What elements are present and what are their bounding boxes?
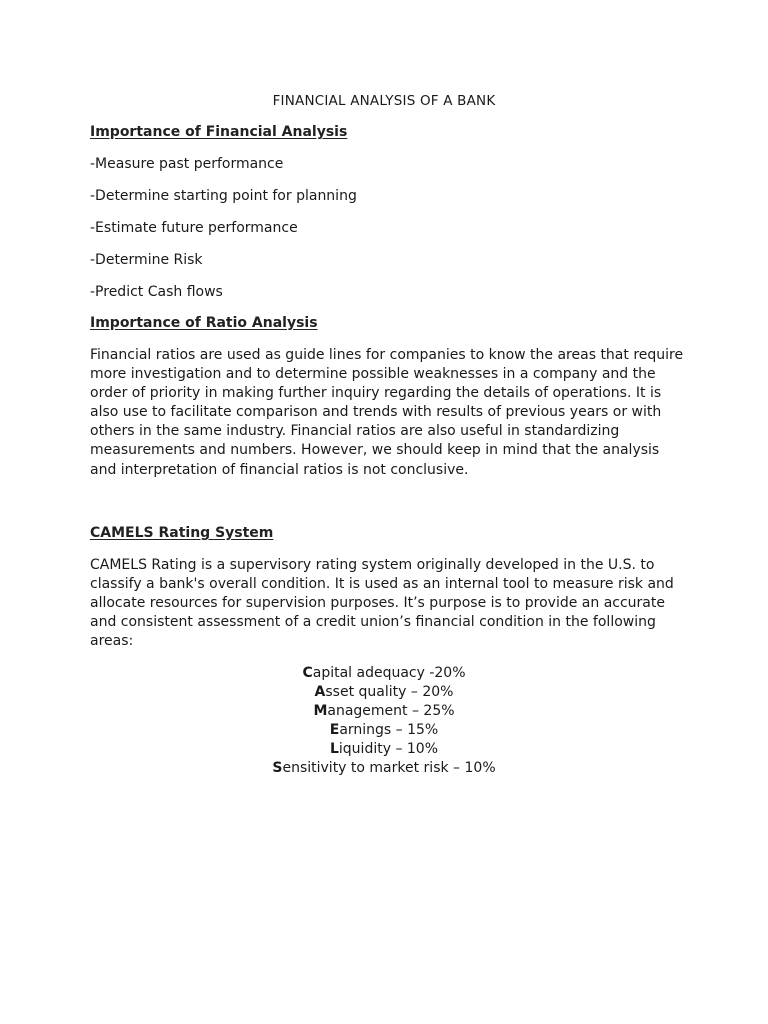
camels-text: arnings – 15% xyxy=(339,722,439,738)
camels-text: ensitivity to market risk – 10% xyxy=(282,760,496,776)
list-item: -Determine starting point for planning xyxy=(90,188,357,204)
camels-letter: M xyxy=(313,703,328,719)
paragraph-line: classify a bank's overall condition. It is used as an internal tool to measure risk and xyxy=(90,576,674,593)
paragraph-line: order of priority in making further inquiry regarding the details of operations. It is xyxy=(90,385,662,402)
camels-item-capital xyxy=(0,664,768,683)
paragraph-line: also use to facilitate comparison and trends with results of previous years or with xyxy=(90,404,662,421)
camels-letter: E xyxy=(329,722,340,738)
section-heading-ratio-analysis: Importance of Ratio Analysis xyxy=(90,315,318,331)
paragraph-camels xyxy=(90,556,690,651)
paragraph-line: CAMELS Rating is a supervisory rating system originally developed in the U.S. to xyxy=(90,557,655,573)
paragraph-line: others in the same industry. Financial ratios are also useful in standardizing xyxy=(90,423,620,440)
camels-item-asset xyxy=(0,683,768,702)
paragraph-line: allocate resources for supervision purposes. It’s purpose is to provide an accurate xyxy=(90,595,665,612)
paragraph-line: Financial ratios are used as guide lines for companies to know the areas that require xyxy=(90,347,684,363)
camels-letter: C xyxy=(302,665,313,681)
list-item: -Estimate future performance xyxy=(90,220,298,236)
list-item: -Measure past performance xyxy=(90,156,284,172)
section-heading-financial-analysis: Importance of Financial Analysis xyxy=(90,124,348,140)
list-item: -Predict Cash flows xyxy=(90,284,223,300)
paragraph-line: and interpretation of financial ratios is not conclusive. xyxy=(90,461,469,478)
section-heading-camels: CAMELS Rating System xyxy=(90,525,274,541)
camels-item-earnings xyxy=(0,721,768,740)
camels-letter: S xyxy=(272,760,283,776)
camels-letter: A xyxy=(314,684,326,700)
camels-item-management xyxy=(0,702,768,721)
camels-components-list xyxy=(0,664,768,778)
paragraph-line: areas: xyxy=(90,633,134,650)
camels-text: iquidity – 10% xyxy=(338,741,439,757)
camels-item-liquidity xyxy=(0,740,768,759)
camels-letter: L xyxy=(329,741,339,757)
camels-item-sensitivity xyxy=(0,759,768,778)
camels-text: apital adequacy -20% xyxy=(312,665,466,681)
list-item: -Determine Risk xyxy=(90,252,203,268)
paragraph-ratio-analysis xyxy=(90,346,690,480)
document-title: FINANCIAL ANALYSIS OF A BANK xyxy=(272,93,496,109)
camels-text: anagement – 25% xyxy=(327,703,455,719)
paragraph-line: and consistent assessment of a credit union’s financial condition in the following xyxy=(90,614,656,631)
camels-text: sset quality – 20% xyxy=(325,684,454,700)
paragraph-line: measurements and numbers. However, we should keep in mind that the analysis xyxy=(90,442,660,459)
paragraph-line: more investigation and to determine possible weaknesses in a company and the xyxy=(90,366,656,383)
